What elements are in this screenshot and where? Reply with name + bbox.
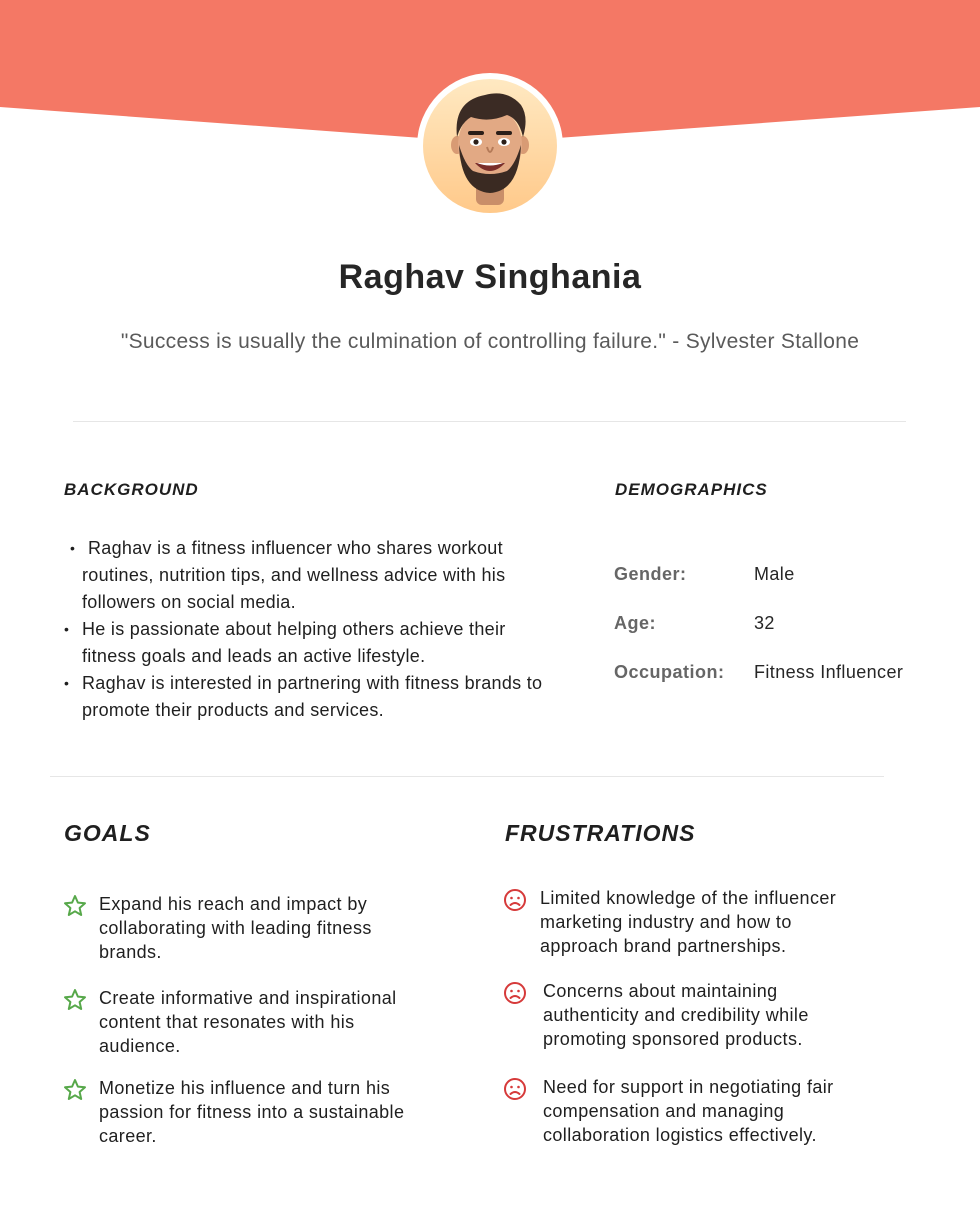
- goal-text: Create informative and inspirational content that resonates with his audience.: [99, 988, 397, 1056]
- star-icon: [63, 1078, 87, 1102]
- sad-face-icon: [503, 888, 527, 912]
- goal-text: Monetize his influence and turn his passion for fitness into a sustainable career.: [99, 1078, 405, 1146]
- star-icon: [63, 894, 87, 918]
- demographic-row-age: [614, 613, 954, 637]
- background-heading: BACKGROUND: [64, 480, 199, 499]
- divider: [50, 776, 884, 777]
- demographic-row-gender: [614, 564, 954, 588]
- frustration-text: Concerns about maintaining authenticity and credibility while promoting sponsored products.: [543, 981, 809, 1049]
- frustration-text: Need for support in negotiating fair compensation and managing collaboration logistics effectively.: [543, 1077, 834, 1145]
- goal-text: Expand his reach and impact by collaborating with leading fitness brands.: [99, 894, 372, 962]
- list-item: • Raghav is a fitness influencer who shares workout routines, nutrition tips, and wellness advice with his followers on social media.: [64, 535, 544, 616]
- demographic-value: Fitness Influencer: [754, 662, 904, 682]
- demographic-label: Age:: [614, 613, 656, 633]
- demographic-label: Occupation:: [614, 662, 725, 682]
- persona-quote: "Success is usually the culmination of controlling failure." - Sylvester Stallone: [120, 330, 860, 353]
- avatar-image: [423, 79, 557, 213]
- demographic-label: Gender:: [614, 564, 687, 584]
- persona-name: Raghav Singhania: [338, 258, 642, 296]
- divider: [73, 421, 906, 422]
- demographic-value: 32: [754, 613, 775, 633]
- demographics-heading: DEMOGRAPHICS: [615, 480, 768, 499]
- frustration-text: Limited knowledge of the influencer marketing industry and how to approach brand partnerships.: [540, 888, 837, 956]
- demographic-row-occupation: [614, 662, 954, 686]
- goals-heading: GOALS: [64, 820, 151, 846]
- background-list: [64, 535, 544, 724]
- frustrations-heading: FRUSTRATIONS: [505, 820, 696, 846]
- star-icon: [63, 988, 87, 1012]
- sad-face-icon: [503, 1077, 527, 1101]
- sad-face-icon: [503, 981, 527, 1005]
- list-item: • He is passionate about helping others achieve their fitness goals and leads an active lifestyle.: [64, 616, 544, 670]
- demographic-value: Male: [754, 564, 795, 584]
- list-item: • Raghav is interested in partnering with fitness brands to promote their products and services.: [64, 670, 544, 724]
- avatar: [417, 73, 563, 219]
